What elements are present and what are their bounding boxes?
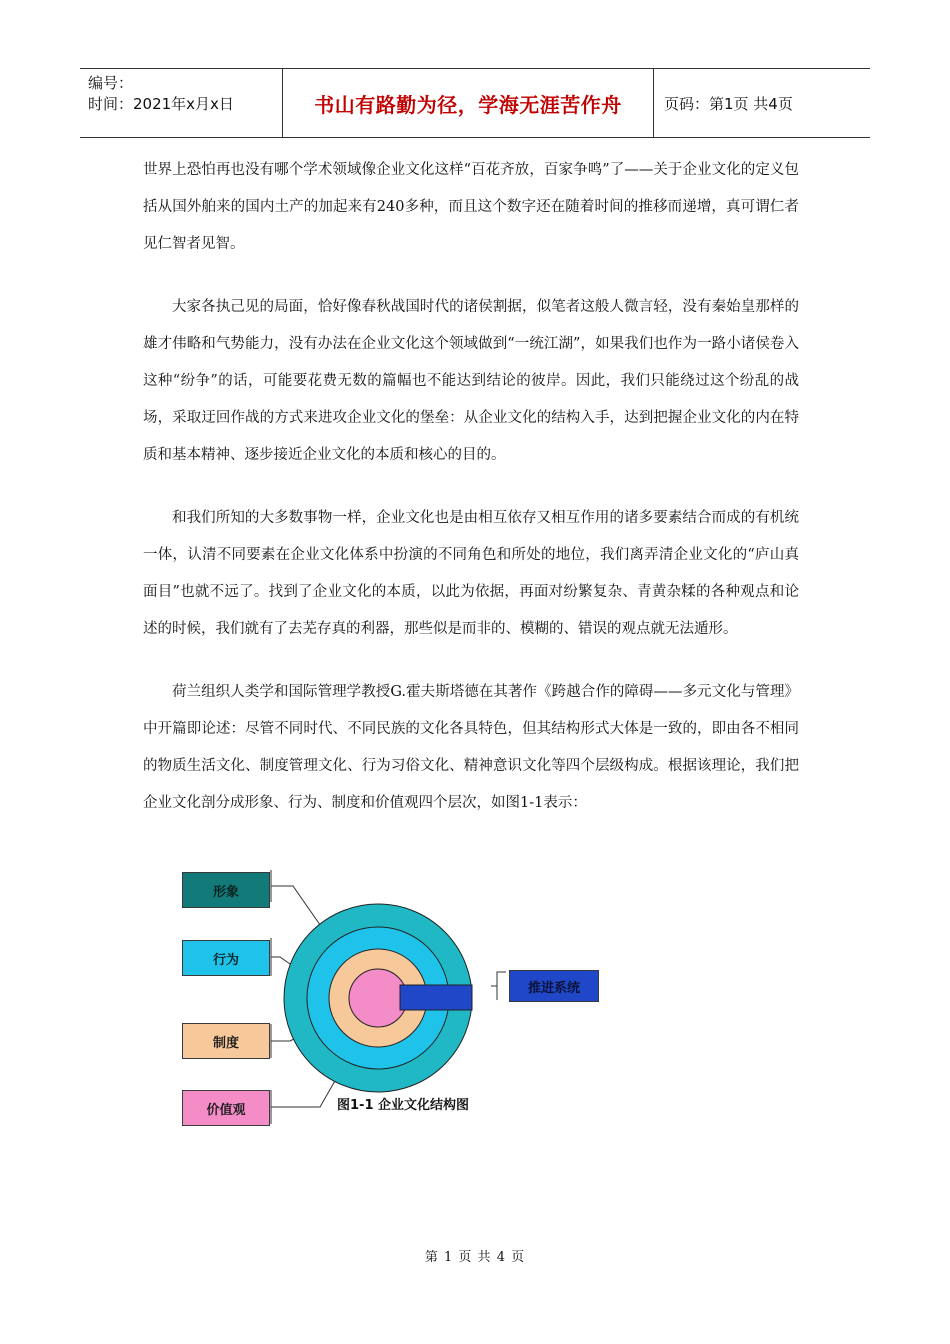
connector-image-line [271, 886, 325, 932]
label-behavior: 行为 [182, 940, 270, 976]
document-body [143, 152, 799, 848]
number-label: 编号： [88, 74, 134, 92]
paragraph-4: 荷兰组织人类学和国际管理学教授G.霍夫斯塔德在其著作《跨越合作的障碍——多元文化与管理》中开篇即论述：尽管不同时代、不同民族的文化各具特色，但其结构形式大体是一致的，即由各不相同的物质生活文化、制度管理文化、行为习俗文化、精神意识文化等四个层级构成。根据该理论，我们把企业文化剖分成形象、行为、制度和价值观四个层次，如图1-1表示： [143, 684, 799, 811]
connector-promotion [491, 972, 506, 986]
label-image: 形象 [182, 872, 270, 908]
label-system: 制度 [182, 1023, 270, 1059]
figure-caption: 图1-1 企业文化结构图 [337, 1098, 470, 1113]
culture-structure-figure [175, 868, 607, 1126]
paragraph-2: 大家各执己见的局面，恰好像春秋战国时代的诸侯割据，似笔者这般人微言轻，没有秦始皇那样的雄才伟略和气势能力，没有办法在企业文化这个领域做到“一统江湖”，如果我们也作为一路小诸侯卷入这种“纷争”的话，可能要花费无数的篇幅也不能达到结论的彼岸。因此，我们只能绕过这个纷乱的战场，采取迂回作战的方式来进攻企业文化的堡垒：从企业文化的结构入手，达到把握企业文化的内在特质和基本精神、逐步接近企业文化的本质和核心的目的。 [143, 299, 799, 463]
core-values [349, 969, 407, 1027]
paragraph-3: 和我们所知的大多数事物一样，企业文化也是由相互依存又相互作用的诸多要素结合而成的有机统一体，认清不同要素在企业文化体系中扮演的不同角色和所处的地位，我们离弄清企业文化的“庐山真面目”也就不远了。找到了企业文化的本质，以此为依据，再面对纷繁复杂、青黄杂糅的各种观点和论述的时候，我们就有了去芜存真的利器，那些似是而非的、模糊的、错误的观点就无法遁形。 [143, 510, 799, 637]
label-values: 价值观 [182, 1090, 270, 1126]
page-footer: 第 1 页 共 4 页 [424, 1250, 526, 1265]
header-page-info: 页码：第1页 共4页 [664, 94, 793, 113]
time-label: 时间：2021年x月x日 [88, 95, 234, 113]
label-promotion: 推进系统 [509, 970, 599, 1002]
promotion-bar [400, 985, 472, 1010]
paragraph-1: 世界上恐怕再也没有哪个学术领域像企业文化这样“百花齐放，百家争鸣”了——关于企业文化的定义包括从国外舶来的国内土产的加起来有240多种，而且这个数字还在随着时间的推移而递增，真可谓仁者见仁智者见智。 [143, 162, 799, 252]
header-motto: 书山有路勤为径，学海无涯苦作舟 [282, 69, 654, 137]
header-meta [80, 69, 282, 137]
page-header [80, 68, 870, 138]
